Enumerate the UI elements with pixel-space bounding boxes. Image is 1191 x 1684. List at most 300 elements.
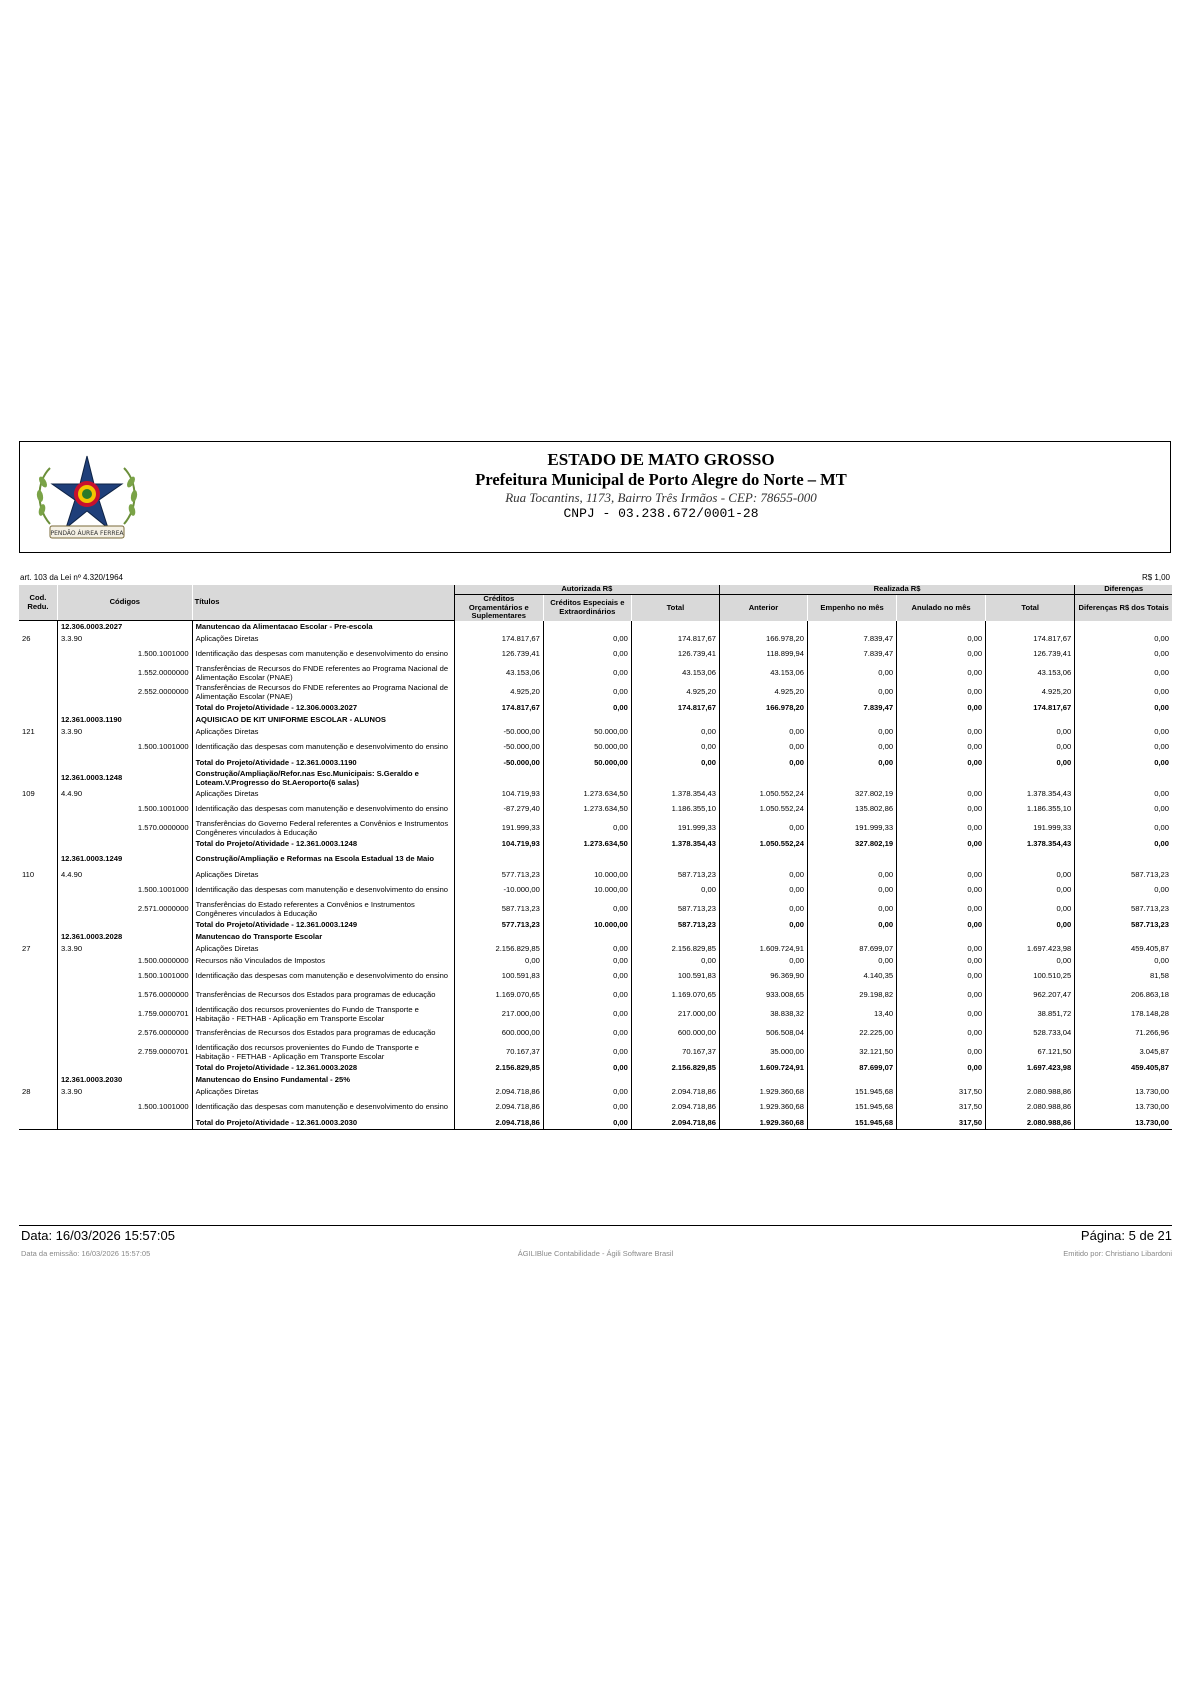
cell-codigo: 1.500.1001000 (57, 645, 192, 664)
cell-cod-redu (19, 1062, 57, 1074)
cell-cred-orc: 2.094.718,86 (454, 1098, 543, 1117)
cell-cod-redu: 121 (22, 726, 35, 736)
cell-codigo: 2.576.0000000 (57, 1024, 192, 1043)
cell-total-aut: 600.000,00 (631, 1024, 719, 1043)
cell-anterior: 1.929.360,68 (719, 1117, 807, 1130)
cell-diferenca: 0,00 (1075, 645, 1172, 664)
cell-diferenca: 206.863,18 (1075, 986, 1172, 1005)
cell-diferenca: 0,00 (1075, 683, 1172, 702)
cell-total-real: 126.739,41 (986, 645, 1075, 664)
cell-codigo: 12.361.0003.2030 (57, 1074, 192, 1086)
report-header (19, 441, 1171, 553)
cell-codigo: 12.306.0003.2027 (57, 621, 192, 634)
cell-cred-esp: 0,00 (543, 967, 631, 986)
cell-diferenca: 587.713,23 (1075, 900, 1172, 919)
cell-cod-redu (19, 1117, 57, 1130)
cell-codigo: 1.500.0000000 (57, 955, 192, 967)
cell-total-real: 2.080.988,86 (986, 1098, 1075, 1117)
cell-diferenca: 0,00 (1075, 738, 1172, 757)
cell-cod-redu (19, 919, 57, 931)
cell-codigo: 3.3.90 (57, 633, 192, 645)
cell-total-aut: 174.817,67 (631, 633, 719, 645)
cell-total-real: 0,00 (986, 738, 1075, 757)
cell-codigo: 4.4.90 (57, 788, 192, 800)
cell-diferenca (1075, 714, 1172, 726)
cell-total-real: 2.080.988,86 (986, 1086, 1075, 1098)
cell-cod-redu (19, 1005, 57, 1024)
cell-diferenca: 0,00 (1075, 702, 1172, 714)
cell-cod-redu (19, 1074, 57, 1086)
table-row (19, 819, 1172, 838)
svg-text:PENDÃO ÁUREA FERREA: PENDÃO ÁUREA FERREA (50, 530, 124, 537)
cell-total-real (986, 621, 1075, 634)
cell-empenho: 0,00 (808, 664, 897, 683)
cell-anulado (897, 769, 986, 788)
cell-total-real (986, 931, 1075, 943)
cell-anterior: 1.050.552,24 (719, 838, 807, 850)
cell-total-aut (631, 621, 719, 634)
cell-anterior: 4.925,20 (719, 683, 807, 702)
cell-cod-redu: 27 (22, 943, 31, 953)
cell-anterior: 0,00 (719, 738, 807, 757)
cell-diferenca: 587.713,23 (1075, 919, 1172, 931)
table-row (19, 633, 1172, 645)
cell-total-real: 1.378.354,43 (986, 788, 1075, 800)
cell-empenho: 7.839,47 (808, 645, 897, 664)
cell-codigo: 1.500.1001000 (57, 881, 192, 900)
cell-total-real: 1.378.354,43 (986, 838, 1075, 850)
cell-anulado: 0,00 (897, 1062, 986, 1074)
cell-anulado: 0,00 (897, 1024, 986, 1043)
cell-cred-orc: 2.094.718,86 (454, 1086, 543, 1098)
cell-anterior: 0,00 (719, 955, 807, 967)
cell-cred-orc: 1.169.070,65 (454, 986, 543, 1005)
cell-anterior: 0,00 (719, 919, 807, 931)
cell-diferenca (1075, 621, 1172, 634)
cell-titulo: Identificação das despesas com manutenção e desenvolvimento do ensino (192, 738, 454, 757)
cell-empenho: 0,00 (808, 881, 897, 900)
cell-anterior: 1.929.360,68 (719, 1098, 807, 1117)
cell-codigo: 4.4.90 (57, 869, 192, 881)
cell-total-real: 0,00 (986, 900, 1075, 919)
cell-anulado: 0,00 (897, 757, 986, 769)
cell-codigo: 2.759.0000701 (57, 1043, 192, 1062)
cell-titulo: Aplicações Diretas (192, 943, 454, 955)
cell-diferenca: 0,00 (1075, 726, 1172, 738)
cell-anulado (897, 621, 986, 634)
cell-total-aut (631, 769, 719, 788)
cell-total-real: 1.697.423,98 (986, 1062, 1075, 1074)
cell-titulo: Transferências de Recursos dos Estados para programas de educação (192, 986, 454, 1005)
cell-cred-esp: 0,00 (543, 1098, 631, 1117)
cell-titulo: Manutencao do Transporte Escolar (192, 931, 454, 943)
cell-anulado: 0,00 (897, 788, 986, 800)
cell-diferenca: 0,00 (1075, 788, 1172, 800)
cell-cred-orc: 0,00 (454, 955, 543, 967)
total-row (19, 919, 1172, 931)
cell-empenho: 29.198,82 (808, 986, 897, 1005)
cell-diferenca (1075, 769, 1172, 788)
cell-empenho (808, 769, 897, 788)
cell-empenho (808, 931, 897, 943)
table-row (19, 1043, 1172, 1062)
cell-empenho: 0,00 (808, 900, 897, 919)
cell-total-aut (631, 1074, 719, 1086)
cell-total-aut: 587.713,23 (631, 919, 719, 931)
cell-codigo: 2.571.0000000 (57, 900, 192, 919)
cell-empenho: 0,00 (808, 726, 897, 738)
cell-cred-esp: 0,00 (543, 1043, 631, 1062)
cell-cred-orc (454, 931, 543, 943)
cell-anulado: 0,00 (897, 726, 986, 738)
cell-diferenca: 13.730,00 (1075, 1117, 1172, 1130)
footer-date: Data: 16/03/2026 15:57:05 (21, 1228, 175, 1243)
cell-total-real: 528.733,04 (986, 1024, 1075, 1043)
cell-cred-orc: 2.156.829,85 (454, 1062, 543, 1074)
cell-total-real: 67.121,50 (986, 1043, 1075, 1062)
cell-total-real: 38.851,72 (986, 1005, 1075, 1024)
cell-total-real (986, 769, 1075, 788)
table-row (19, 788, 1172, 800)
cell-cred-esp: 0,00 (543, 986, 631, 1005)
cell-anulado (897, 714, 986, 726)
cell-cred-esp: 1.273.634,50 (543, 838, 631, 850)
cell-cred-orc: 174.817,67 (454, 702, 543, 714)
table-row (19, 881, 1172, 900)
cell-total-aut: 0,00 (631, 757, 719, 769)
cell-total-aut: 2.156.829,85 (631, 1062, 719, 1074)
cell-cred-orc: 600.000,00 (454, 1024, 543, 1043)
cell-anterior: 1.050.552,24 (719, 788, 807, 800)
cell-cod-redu (19, 881, 57, 900)
cell-anulado: 0,00 (897, 800, 986, 819)
footer-software: ÁGILIBlue Contabilidade - Ágili Software Brasil (517, 1249, 674, 1258)
budget-execution-table (19, 585, 1172, 1130)
currency-unit: R$ 1,00 (1141, 573, 1170, 582)
table-body (19, 621, 1172, 1130)
cell-empenho: 327.802,19 (808, 838, 897, 850)
cell-cod-redu (19, 702, 57, 714)
group-row (19, 931, 1172, 943)
cell-cred-esp (543, 769, 631, 788)
cell-total-aut: 2.094.718,86 (631, 1086, 719, 1098)
cell-titulo: Aplicações Diretas (192, 869, 454, 881)
cell-codigo (57, 1117, 192, 1130)
footer-divider (19, 1225, 1172, 1226)
cell-titulo: Identificação das despesas com manutenção e desenvolvimento do ensino (192, 800, 454, 819)
col-anterior: Anterior (719, 595, 807, 621)
cell-empenho: 151.945,68 (808, 1086, 897, 1098)
cell-cod-redu (19, 645, 57, 664)
cell-cod-redu (19, 621, 57, 634)
table-row (19, 800, 1172, 819)
cell-empenho (808, 621, 897, 634)
state-title: ESTADO DE MATO GROSSO (547, 450, 775, 469)
cell-anulado: 0,00 (897, 838, 986, 850)
cell-total-real: 174.817,67 (986, 702, 1075, 714)
cell-empenho: 191.999,33 (808, 819, 897, 838)
cell-diferenca: 0,00 (1075, 757, 1172, 769)
cell-codigo (57, 702, 192, 714)
cell-empenho (808, 1074, 897, 1086)
cell-titulo: Identificação das despesas com manutenção e desenvolvimento do ensino (192, 967, 454, 986)
cell-anterior (719, 621, 807, 634)
cell-cred-esp: 0,00 (543, 645, 631, 664)
cell-anulado: 0,00 (897, 1005, 986, 1024)
cell-cred-orc: 2.156.829,85 (454, 943, 543, 955)
cell-total-aut: 126.739,41 (631, 645, 719, 664)
cell-anulado (897, 931, 986, 943)
cell-total-aut: 0,00 (631, 738, 719, 757)
cell-cred-esp: 0,00 (543, 664, 631, 683)
cell-anterior: 506.508,04 (719, 1024, 807, 1043)
table-row (19, 1005, 1172, 1024)
cell-codigo (57, 919, 192, 931)
cell-titulo: AQUISICAO DE KIT UNIFORME ESCOLAR - ALUNOS (192, 714, 454, 726)
cell-codigo: 12.361.0003.2028 (57, 931, 192, 943)
cell-total-aut: 0,00 (631, 726, 719, 738)
cell-titulo: Transferências de Recursos do FNDE referentes ao Programa Nacional de Alimentação Escolar (PNAE) (192, 664, 454, 683)
cell-empenho: 0,00 (808, 757, 897, 769)
cell-total-real: 0,00 (986, 726, 1075, 738)
cnpj-line: CNPJ - 03.238.672/0001-28 (563, 506, 759, 521)
cell-diferenca: 0,00 (1075, 955, 1172, 967)
cell-total-aut: 0,00 (631, 881, 719, 900)
cell-cred-orc: -50.000,00 (454, 757, 543, 769)
col-total-autorizada: Total (631, 595, 719, 621)
cell-titulo: Manutencao da Alimentacao Escolar - Pre-escola (192, 621, 454, 634)
table-row (19, 645, 1172, 664)
cell-cred-esp: 0,00 (543, 702, 631, 714)
cell-total-aut: 2.156.829,85 (631, 943, 719, 955)
cell-anulado: 0,00 (897, 955, 986, 967)
cell-titulo: Total do Projeto/Atividade - 12.306.0003.2027 (192, 702, 454, 714)
cell-total-aut (631, 714, 719, 726)
cell-cred-orc: 70.167,37 (454, 1043, 543, 1062)
cell-diferenca: 178.148,28 (1075, 1005, 1172, 1024)
cell-cod-redu: 110 (22, 869, 35, 879)
cell-titulo: Total do Projeto/Atividade - 12.361.0003.2028 (192, 1062, 454, 1074)
cell-total-real: 0,00 (986, 869, 1075, 881)
cell-total-aut: 587.713,23 (631, 900, 719, 919)
cell-titulo: Identificação das despesas com manutenção e desenvolvimento do ensino (192, 1098, 454, 1117)
cell-anulado: 0,00 (897, 819, 986, 838)
cell-total-aut: 1.378.354,43 (631, 838, 719, 850)
cell-anulado: 317,50 (897, 1098, 986, 1117)
cell-anulado: 0,00 (897, 869, 986, 881)
cell-diferenca: 3.045,87 (1075, 1043, 1172, 1062)
cell-total-aut: 1.378.354,43 (631, 788, 719, 800)
cell-cred-esp: 0,00 (543, 900, 631, 919)
cell-empenho: 87.699,07 (808, 1062, 897, 1074)
cell-codigo: 1.552.0000000 (57, 664, 192, 683)
cell-diferenca (1075, 850, 1172, 869)
cell-cod-redu (19, 683, 57, 702)
footer-issuer: Emitido por: Christiano Libardoni (1063, 1249, 1172, 1258)
cell-diferenca: 81,58 (1075, 967, 1172, 986)
cell-cred-esp: 50.000,00 (543, 738, 631, 757)
cell-anulado: 0,00 (897, 881, 986, 900)
cell-diferenca: 0,00 (1075, 819, 1172, 838)
cell-cred-esp: 0,00 (543, 683, 631, 702)
cell-anterior: 0,00 (719, 869, 807, 881)
cell-anulado: 0,00 (897, 664, 986, 683)
cell-anterior: 96.369,90 (719, 967, 807, 986)
cell-anterior: 1.609.724,91 (719, 943, 807, 955)
cell-anterior: 118.899,94 (719, 645, 807, 664)
cell-total-real: 43.153,06 (986, 664, 1075, 683)
prefecture-title: Prefeitura Municipal de Porto Alegre do Norte – MT (475, 470, 847, 489)
cell-diferenca: 587.713,23 (1075, 869, 1172, 881)
group-diferencas: Diferenças (1075, 585, 1172, 595)
cell-cod-redu (19, 1024, 57, 1043)
cell-cred-esp: 0,00 (543, 1005, 631, 1024)
cell-cred-orc: 587.713,23 (454, 900, 543, 919)
cell-cred-orc: 104.719,93 (454, 788, 543, 800)
law-reference: art. 103 da Lei nº 4.320/1964 (20, 573, 124, 582)
address-line: Rua Tocantins, 1173, Bairro Três Irmãos - CEP: 78655-000 (505, 490, 817, 505)
cell-cred-orc (454, 850, 543, 869)
cell-cred-esp: 0,00 (543, 819, 631, 838)
cell-codigo: 1.570.0000000 (57, 819, 192, 838)
cell-diferenca (1075, 1074, 1172, 1086)
cell-cred-esp: 1.273.634,50 (543, 788, 631, 800)
cell-total-aut: 587.713,23 (631, 869, 719, 881)
cell-cred-orc (454, 769, 543, 788)
group-row (19, 621, 1172, 634)
cell-diferenca: 0,00 (1075, 800, 1172, 819)
cell-cred-orc: -50.000,00 (454, 726, 543, 738)
cell-codigo (57, 757, 192, 769)
cell-diferenca: 0,00 (1075, 664, 1172, 683)
total-row (19, 1117, 1172, 1130)
cell-titulo: Transferências do Governo Federal referentes a Convênios e Instrumentos Congêneres vinculados à Educação (192, 819, 454, 838)
cell-codigo: 1.500.1001000 (57, 800, 192, 819)
cell-anulado (897, 850, 986, 869)
cell-titulo: Identificação das despesas com manutenção e desenvolvimento do ensino (192, 881, 454, 900)
cell-anulado: 0,00 (897, 967, 986, 986)
cell-empenho (808, 850, 897, 869)
cell-empenho: 7.839,47 (808, 633, 897, 645)
cell-anulado: 0,00 (897, 645, 986, 664)
cell-cred-orc: 43.153,06 (454, 664, 543, 683)
cell-titulo: Construção/Ampliação e Reformas na Escola Estadual 13 de Maio (192, 850, 454, 869)
cell-cred-esp: 0,00 (543, 1117, 631, 1130)
cell-cred-esp: 0,00 (543, 1086, 631, 1098)
cell-codigo: 12.361.0003.1190 (57, 714, 192, 726)
cell-anterior (719, 714, 807, 726)
cell-cred-esp: 1.273.634,50 (543, 800, 631, 819)
col-total-realizada: Total (986, 595, 1075, 621)
cell-cod-redu (19, 757, 57, 769)
cell-diferenca: 0,00 (1075, 838, 1172, 850)
cell-empenho: 0,00 (808, 919, 897, 931)
cell-empenho: 22.225,00 (808, 1024, 897, 1043)
table-row (19, 1098, 1172, 1117)
col-diferencas-totais: Diferenças R$ dos Totais (1075, 595, 1172, 621)
col-cod-redu: Cod. Redu. (19, 585, 57, 621)
cell-anterior: 933.008,65 (719, 986, 807, 1005)
cell-cred-esp (543, 714, 631, 726)
cell-cod-redu (19, 819, 57, 838)
col-titulos: Títulos (192, 585, 454, 621)
cell-titulo: Aplicações Diretas (192, 788, 454, 800)
cell-empenho: 0,00 (808, 955, 897, 967)
cell-cod-redu (19, 850, 57, 869)
cell-titulo: Total do Projeto/Atividade - 12.361.0003.1248 (192, 838, 454, 850)
cell-total-aut: 43.153,06 (631, 664, 719, 683)
cell-empenho: 13,40 (808, 1005, 897, 1024)
table-row (19, 900, 1172, 919)
table-row (19, 986, 1172, 1005)
cell-cred-orc: -10.000,00 (454, 881, 543, 900)
cell-anterior: 38.838,32 (719, 1005, 807, 1024)
cell-cred-orc: 2.094.718,86 (454, 1117, 543, 1130)
cell-titulo: Identificação dos recursos provenientes do Fundo de Transporte e Habitação - FETHAB - Aplicação em Transporte Escolar (192, 1005, 454, 1024)
cell-empenho: 135.802,86 (808, 800, 897, 819)
cell-titulo: Transferências do Estado referentes a Convênios e Instrumentos Congêneres vinculados à Educação (192, 900, 454, 919)
cell-cod-redu: 26 (22, 633, 31, 643)
cell-anterior: 0,00 (719, 900, 807, 919)
total-row (19, 757, 1172, 769)
table-row (19, 967, 1172, 986)
cell-titulo: Total do Projeto/Atividade - 12.361.0003.1190 (192, 757, 454, 769)
cell-cred-esp (543, 850, 631, 869)
cell-cod-redu: 109 (22, 788, 35, 798)
cell-codigo (57, 1062, 192, 1074)
cell-codigo: 1.759.0000701 (57, 1005, 192, 1024)
cell-anterior: 0,00 (719, 881, 807, 900)
cell-diferenca: 71.266,96 (1075, 1024, 1172, 1043)
cell-cred-esp: 50.000,00 (543, 757, 631, 769)
cell-cred-orc: 577.713,23 (454, 919, 543, 931)
cell-codigo: 3.3.90 (57, 1086, 192, 1098)
cell-total-real: 0,00 (986, 919, 1075, 931)
total-row (19, 1062, 1172, 1074)
table-row (19, 1024, 1172, 1043)
cell-total-aut: 1.186.355,10 (631, 800, 719, 819)
cell-cred-orc: 174.817,67 (454, 633, 543, 645)
cell-anterior: 1.929.360,68 (719, 1086, 807, 1098)
cell-anterior: 166.978,20 (719, 702, 807, 714)
cell-anulado: 0,00 (897, 1043, 986, 1062)
footer-emission-date: Data da emissão: 16/03/2026 15:57:05 (21, 1249, 151, 1258)
cell-diferenca: 0,00 (1075, 633, 1172, 645)
cell-codigo: 1.500.1001000 (57, 738, 192, 757)
cell-anulado: 0,00 (897, 633, 986, 645)
cell-empenho (808, 714, 897, 726)
cell-anterior (719, 931, 807, 943)
cell-total-aut: 4.925,20 (631, 683, 719, 702)
table-row (19, 943, 1172, 955)
cell-cred-orc (454, 621, 543, 634)
cell-codigo (57, 838, 192, 850)
cell-titulo: Manutencao do Ensino Fundamental - 25% (192, 1074, 454, 1086)
cell-cred-esp: 0,00 (543, 633, 631, 645)
cell-diferenca (1075, 931, 1172, 943)
cell-empenho: 0,00 (808, 738, 897, 757)
cell-anulado: 0,00 (897, 919, 986, 931)
cell-codigo: 2.552.0000000 (57, 683, 192, 702)
cell-titulo: Construção/Ampliação/Refor.nas Esc.Municipais: S.Geraldo e Loteam.V.Progresso do St.Aeroporto(6 salas) (192, 769, 454, 788)
cell-titulo: Transferências de Recursos do FNDE referentes ao Programa Nacional de Alimentação Escolar (PNAE) (192, 683, 454, 702)
cell-anterior: 0,00 (719, 819, 807, 838)
cell-cod-redu (19, 1098, 57, 1117)
cell-total-real (986, 850, 1075, 869)
total-row (19, 702, 1172, 714)
cell-cred-esp: 0,00 (543, 955, 631, 967)
cell-anterior (719, 1074, 807, 1086)
